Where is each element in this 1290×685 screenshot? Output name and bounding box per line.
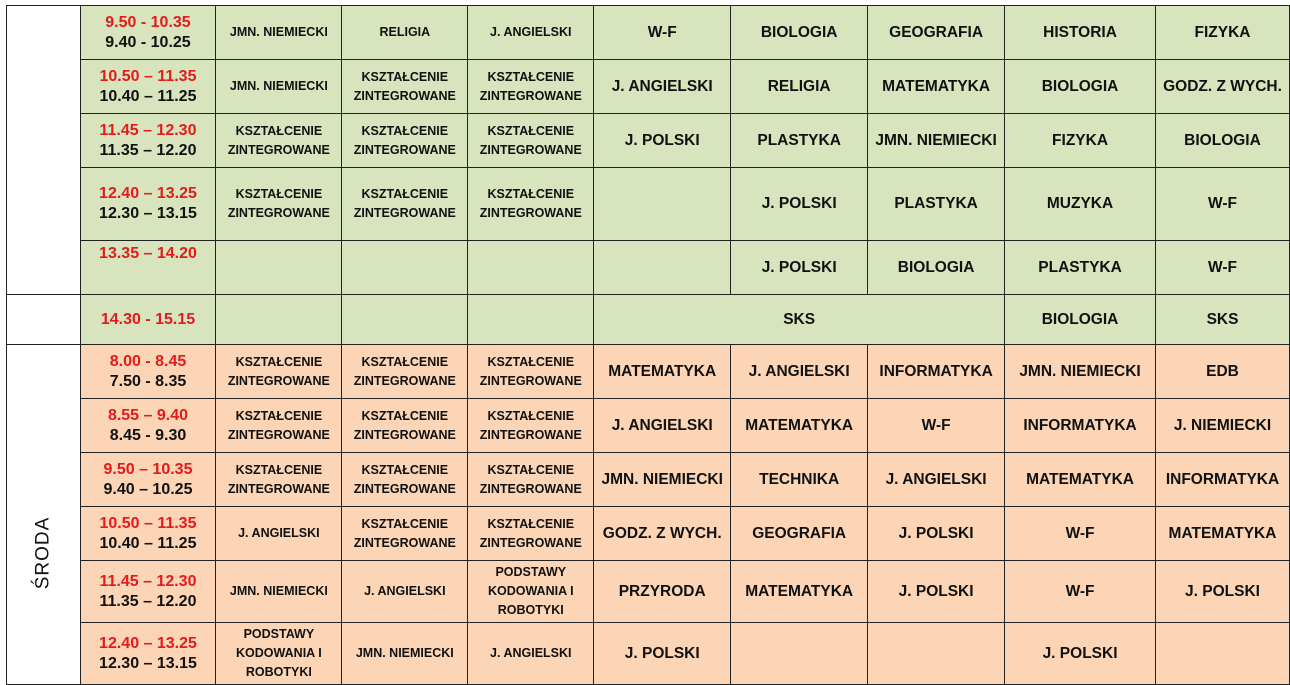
time-cell: 12.40 – 13.25 12.30 – 13.15	[80, 623, 216, 685]
lesson-cell	[594, 168, 731, 241]
lesson-cell: KSZTAŁCENIE ZINTEGROWANE	[342, 114, 468, 168]
table-row	[7, 60, 1290, 114]
lesson-cell: JMN. NIEMIECKI	[342, 623, 468, 685]
lesson-cell: J. POLSKI	[1156, 561, 1290, 623]
lesson-cell	[342, 241, 468, 295]
lesson-cell: JMN. NIEMIECKI	[594, 453, 731, 507]
lesson-cell: J. ANGIELSKI	[868, 453, 1005, 507]
time-cell: 11.45 – 12.30 11.35 – 12.20	[80, 561, 216, 623]
lesson-cell: KSZTAŁCENIE ZINTEGROWANE	[342, 399, 468, 453]
lesson-cell: J. POLSKI	[1005, 623, 1156, 685]
lesson-cell: JMN. NIEMIECKI	[216, 561, 342, 623]
lesson-cell: KSZTAŁCENIE ZINTEGROWANE	[216, 114, 342, 168]
lesson-cell: BIOLOGIA	[1156, 114, 1290, 168]
lesson-cell: J. POLSKI	[868, 507, 1005, 561]
lesson-cell: KSZTAŁCENIE ZINTEGROWANE	[216, 453, 342, 507]
lesson-cell: RELIGIA	[342, 6, 468, 60]
lesson-cell: KSZTAŁCENIE ZINTEGROWANE	[468, 453, 594, 507]
lesson-cell: GODZ. Z WYCH.	[1156, 60, 1290, 114]
lesson-cell: KSZTAŁCENIE ZINTEGROWANE	[468, 114, 594, 168]
lesson-cell	[216, 295, 342, 345]
lesson-cell: JMN. NIEMIECKI	[216, 6, 342, 60]
lesson-cell-sks: SKS	[594, 295, 1005, 345]
lesson-cell: MATEMATYKA	[731, 561, 868, 623]
lesson-cell: J. ANGIELSKI	[594, 60, 731, 114]
lesson-cell: GEOGRAFIA	[731, 507, 868, 561]
lesson-cell: INFORMATYKA	[1156, 453, 1290, 507]
lesson-cell: JMN. NIEMIECKI	[868, 114, 1005, 168]
lesson-cell: KSZTAŁCENIE ZINTEGROWANE	[342, 453, 468, 507]
lesson-cell: GEOGRAFIA	[868, 6, 1005, 60]
lesson-cell: J. ANGIELSKI	[731, 345, 868, 399]
table-row	[7, 453, 1290, 507]
lesson-cell: J. POLSKI	[731, 168, 868, 241]
lesson-cell	[216, 241, 342, 295]
time-cell: 9.50 - 10.35 9.40 - 10.25	[80, 6, 216, 60]
time-cell: 12.40 – 13.25 12.30 – 13.15	[80, 168, 216, 241]
lesson-cell: PODSTAWY KODOWANIA I ROBOTYKI	[468, 561, 594, 623]
lesson-cell: MATEMATYKA	[731, 399, 868, 453]
table-row	[7, 623, 1290, 685]
lesson-cell: W-F	[1156, 168, 1290, 241]
time-cell: 14.30 - 15.15	[80, 295, 216, 345]
lesson-cell: J. POLSKI	[868, 561, 1005, 623]
table-row	[7, 295, 1290, 345]
lesson-cell: TECHNIKA	[731, 453, 868, 507]
table-row	[7, 168, 1290, 241]
lesson-cell: FIZYKA	[1156, 6, 1290, 60]
lesson-cell: KSZTAŁCENIE ZINTEGROWANE	[342, 168, 468, 241]
time-cell: 8.55 – 9.40 8.45 - 9.30	[80, 399, 216, 453]
lesson-cell: KSZTAŁCENIE ZINTEGROWANE	[468, 60, 594, 114]
lesson-cell: MATEMATYKA	[1156, 507, 1290, 561]
lesson-cell	[1156, 623, 1290, 685]
lesson-cell: HISTORIA	[1005, 6, 1156, 60]
lesson-cell: PLASTYKA	[868, 168, 1005, 241]
lesson-cell: KSZTAŁCENIE ZINTEGROWANE	[468, 399, 594, 453]
day-label: ŚRODA	[32, 516, 54, 590]
table-row	[7, 507, 1290, 561]
lesson-cell: J. ANGIELSKI	[468, 6, 594, 60]
table-row	[7, 345, 1290, 399]
lesson-cell: KSZTAŁCENIE ZINTEGROWANE	[216, 345, 342, 399]
lesson-cell: KSZTAŁCENIE ZINTEGROWANE	[342, 507, 468, 561]
time-cell: 11.45 – 12.30 11.35 – 12.20	[80, 114, 216, 168]
lesson-cell: W-F	[1156, 241, 1290, 295]
table-row	[7, 399, 1290, 453]
lesson-cell: INFORMATYKA	[1005, 399, 1156, 453]
lesson-cell: KSZTAŁCENIE ZINTEGROWANE	[468, 507, 594, 561]
lesson-cell: KSZTAŁCENIE ZINTEGROWANE	[342, 60, 468, 114]
lesson-cell: MATEMATYKA	[594, 345, 731, 399]
lesson-cell: PLASTYKA	[731, 114, 868, 168]
table-row	[7, 6, 1290, 60]
time-cell: 8.00 - 8.45 7.50 - 8.35	[80, 345, 216, 399]
lesson-cell: J. ANGIELSKI	[468, 623, 594, 685]
lesson-cell	[468, 295, 594, 345]
lesson-cell: BIOLOGIA	[1005, 60, 1156, 114]
lesson-cell: BIOLOGIA	[731, 6, 868, 60]
lesson-cell: PLASTYKA	[1005, 241, 1156, 295]
timetable	[6, 5, 1290, 685]
lesson-cell: W-F	[868, 399, 1005, 453]
lesson-cell	[868, 623, 1005, 685]
lesson-cell: JMN. NIEMIECKI	[1005, 345, 1156, 399]
lesson-cell: MATEMATYKA	[1005, 453, 1156, 507]
lesson-cell: JMN. NIEMIECKI	[216, 60, 342, 114]
lesson-cell: RELIGIA	[731, 60, 868, 114]
lesson-cell: KSZTAŁCENIE ZINTEGROWANE	[468, 168, 594, 241]
lesson-cell: KSZTAŁCENIE ZINTEGROWANE	[342, 345, 468, 399]
lesson-cell: SKS	[1156, 295, 1290, 345]
lesson-cell: W-F	[594, 6, 731, 60]
lesson-cell: W-F	[1005, 507, 1156, 561]
lesson-cell	[594, 241, 731, 295]
lesson-cell: J. NIEMIECKI	[1156, 399, 1290, 453]
lesson-cell	[468, 241, 594, 295]
lesson-cell: MATEMATYKA	[868, 60, 1005, 114]
time-cell: 10.50 – 11.35 10.40 – 11.25	[80, 60, 216, 114]
lesson-cell: MUZYKA	[1005, 168, 1156, 241]
lesson-cell: BIOLOGIA	[1005, 295, 1156, 345]
table-row	[7, 114, 1290, 168]
table-row	[7, 241, 1290, 295]
lesson-cell: GODZ. Z WYCH.	[594, 507, 731, 561]
lesson-cell: W-F	[1005, 561, 1156, 623]
lesson-cell: KSZTAŁCENIE ZINTEGROWANE	[468, 345, 594, 399]
lesson-cell: J. ANGIELSKI	[342, 561, 468, 623]
lesson-cell: KSZTAŁCENIE ZINTEGROWANE	[216, 399, 342, 453]
time-cell: 13.35 – 14.20	[80, 241, 216, 295]
day-cell-empty	[7, 6, 81, 295]
lesson-cell: PODSTAWY KODOWANIA I ROBOTYKI	[216, 623, 342, 685]
lesson-cell: KSZTAŁCENIE ZINTEGROWANE	[216, 168, 342, 241]
lesson-cell: PRZYRODA	[594, 561, 731, 623]
lesson-cell	[731, 623, 868, 685]
table-row	[7, 561, 1290, 623]
lesson-cell	[342, 295, 468, 345]
lesson-cell: J. ANGIELSKI	[594, 399, 731, 453]
lesson-cell: EDB	[1156, 345, 1290, 399]
lesson-cell: J. POLSKI	[594, 114, 731, 168]
lesson-cell: FIZYKA	[1005, 114, 1156, 168]
time-cell: 10.50 – 11.35 10.40 – 11.25	[80, 507, 216, 561]
time-cell: 9.50 – 10.35 9.40 – 10.25	[80, 453, 216, 507]
lesson-cell: J. ANGIELSKI	[216, 507, 342, 561]
lesson-cell: J. POLSKI	[594, 623, 731, 685]
lesson-cell: INFORMATYKA	[868, 345, 1005, 399]
day-label-cell	[7, 345, 81, 685]
day-cell-empty	[7, 295, 81, 345]
lesson-cell: J. POLSKI	[731, 241, 868, 295]
lesson-cell: BIOLOGIA	[868, 241, 1005, 295]
